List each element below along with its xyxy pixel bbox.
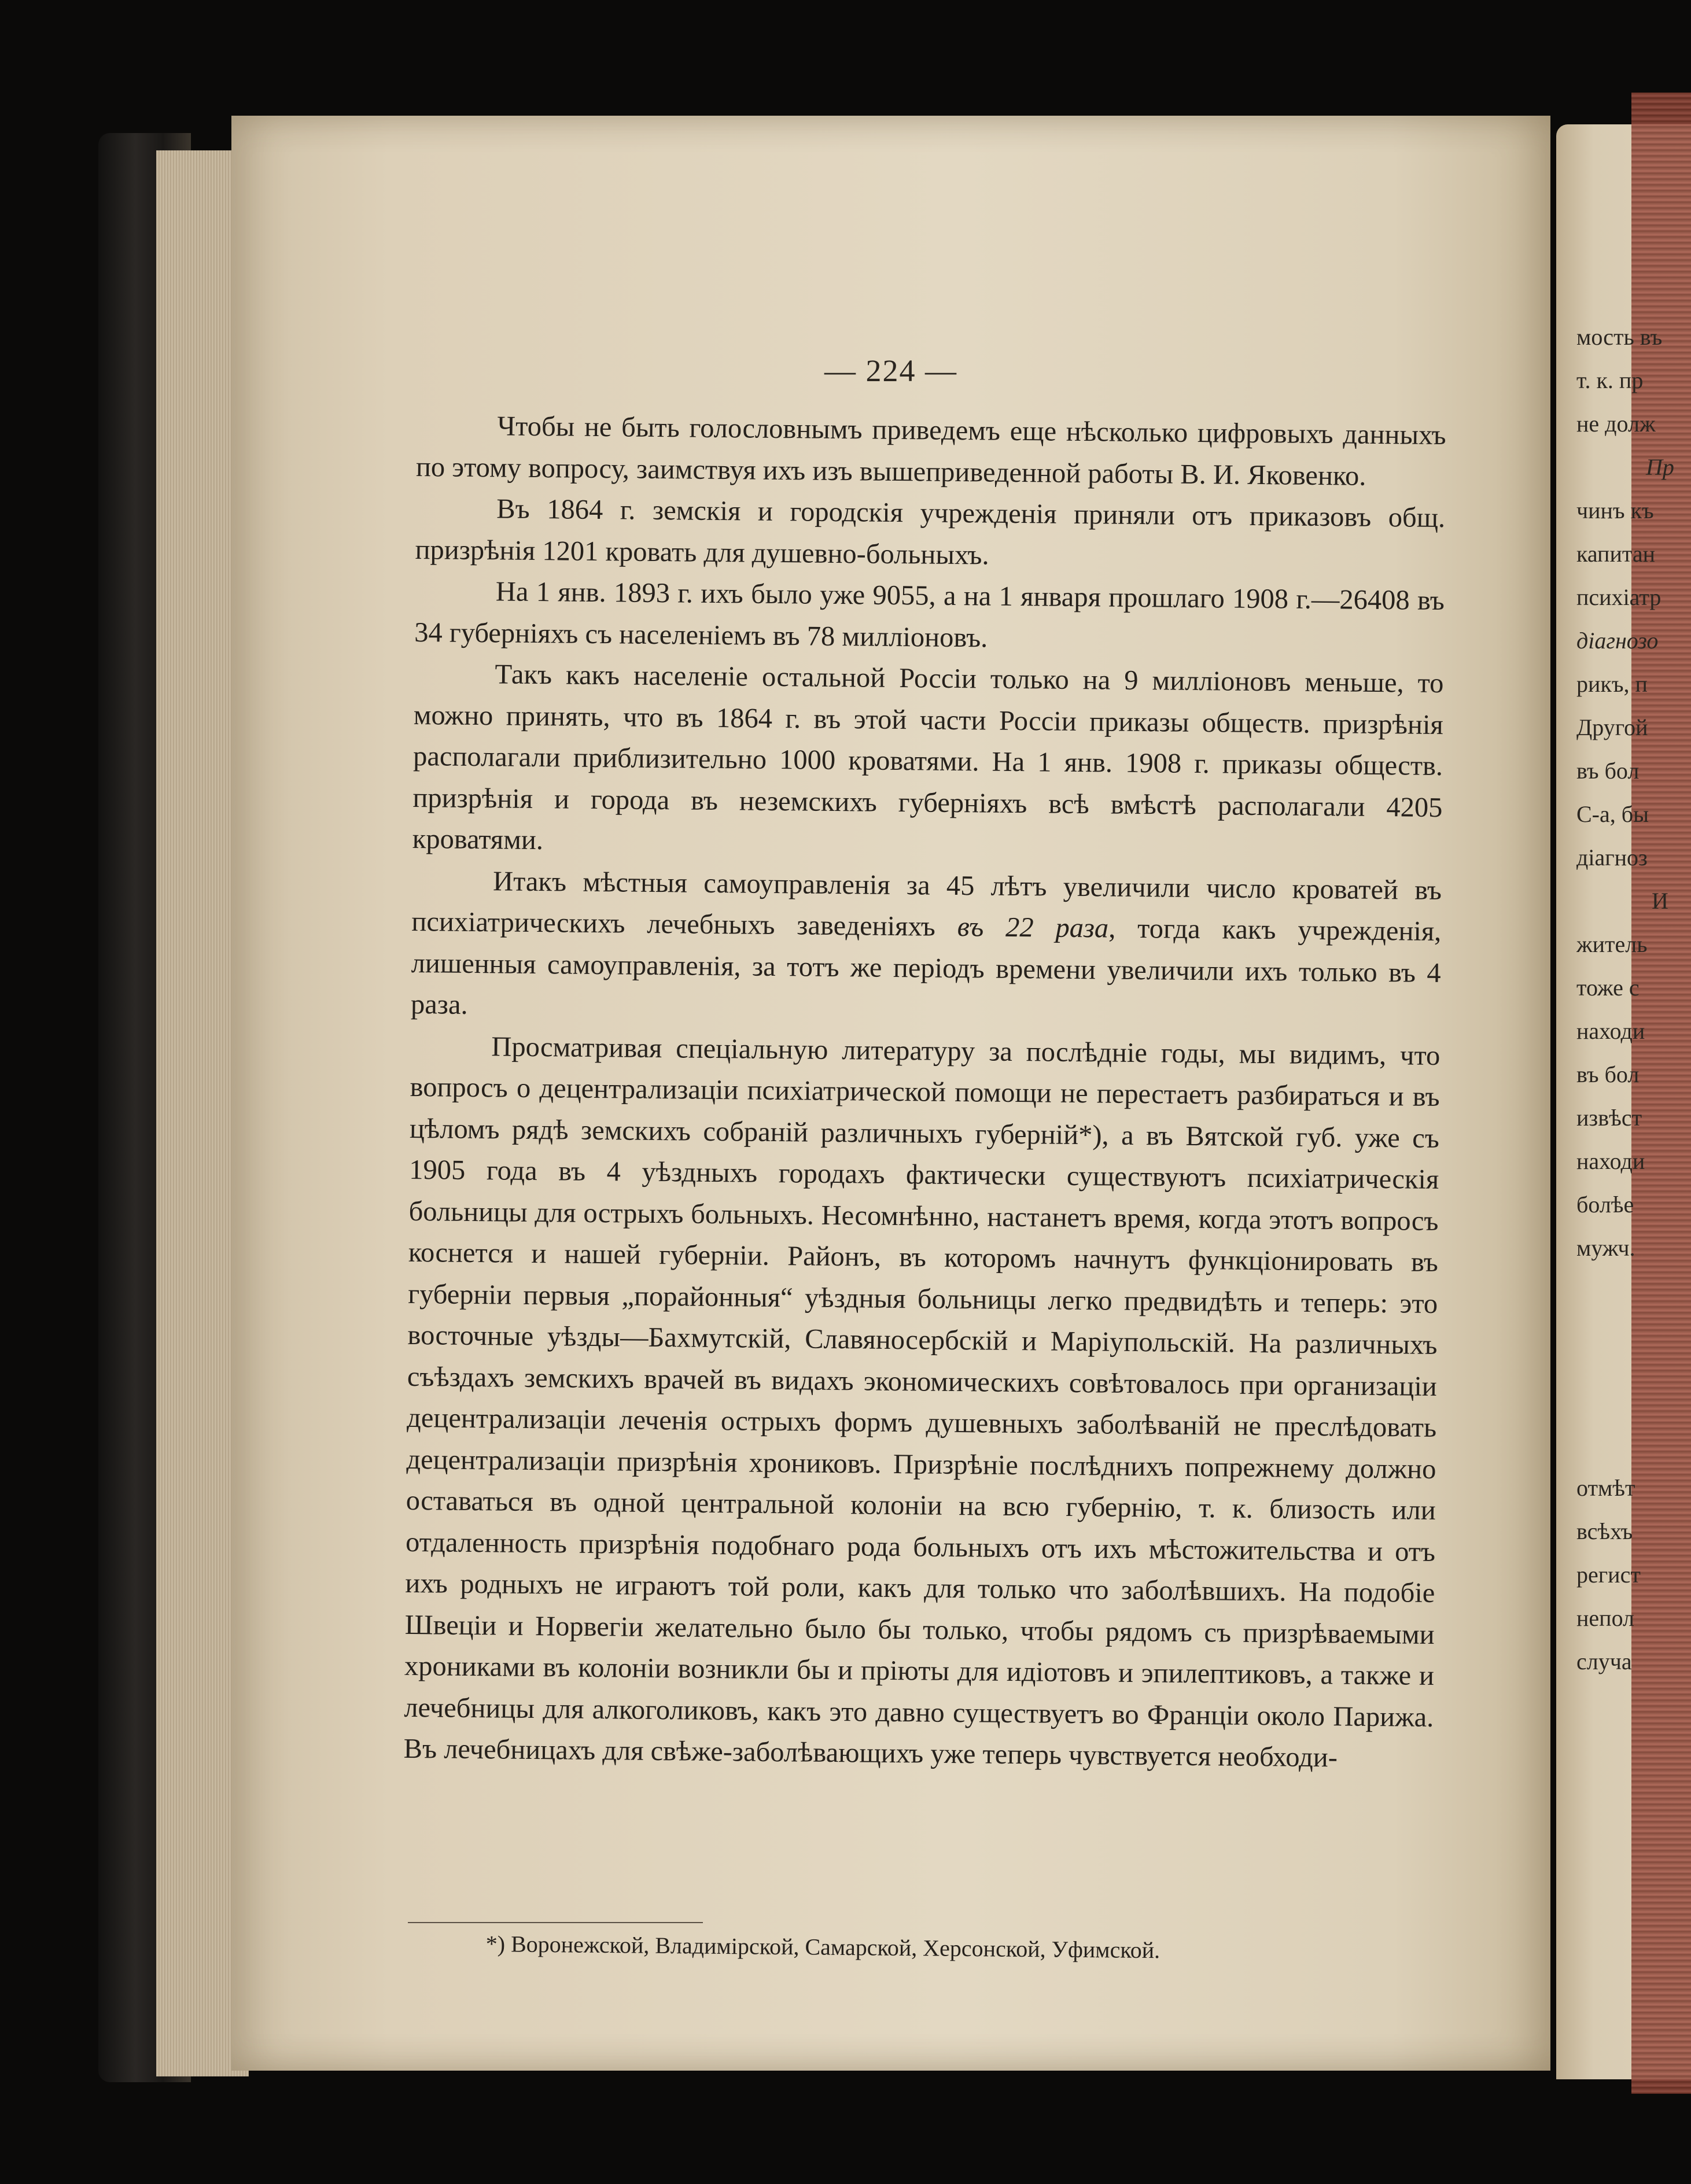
paragraph-text: , тогда какъ учрежденія, лишенныя самоуправленія, за тотъ же періодъ времени увеличили ихъ только въ 4 раза. — [410, 913, 1442, 1020]
facing-line: находи — [1576, 1148, 1645, 1174]
facing-gap — [1576, 1270, 1691, 1466]
facing-line: болѣе — [1576, 1191, 1634, 1218]
facing-line: Пр — [1646, 454, 1674, 480]
paragraph-text: Итакъ мѣстныя самоуправленія за 45 лѣтъ увеличили число кроватей въ психіатрическихъ лечебныхъ заведеніяхъ — [411, 865, 1442, 943]
facing-line: тоже с — [1576, 975, 1640, 1001]
paragraph: Въ 1864 г. земскія и городскія учрежденія приняли отъ приказовъ общ. призрѣнія 1201 кровать для душевно-больныхъ. — [415, 493, 1446, 571]
facing-line: не долж — [1576, 411, 1656, 437]
facing-line: мужч. — [1576, 1235, 1635, 1261]
facing-line: житель — [1576, 931, 1648, 957]
facing-line: діагноз — [1576, 844, 1648, 870]
page-body — [403, 405, 1446, 1779]
facing-line: извѣст — [1576, 1105, 1642, 1131]
facing-line: случа — [1576, 1648, 1632, 1674]
paragraph: На 1 янв. 1893 г. ихъ было уже 9055, а на 1 января прошлаго 1908 г.—26408 въ 34 губерніяхъ съ населеніемъ въ 78 милліоновъ. — [414, 576, 1445, 653]
paragraph: Просматривая спеціальную литературу за послѣдніе годы, мы видимъ, что вопросъ о децентрализаціи психіатрической помощи не перестаетъ разбираться и въ цѣломъ рядѣ земскихъ собраній различныхъ губерній*), а въ Вятской губ. уже съ 1905 года въ 4 уѣздныхъ городахъ фактически существуютъ психіатрическія больницы для острыхъ больныхъ. Несомнѣнно, настанетъ время, когда этотъ вопросъ коснется и нашей губерніи. Районъ, въ которомъ начнутъ функціонировать въ губерніи первыя „порайонныя“ уѣздныя больницы легко предвидѣть и теперь: это восточные уѣзды—Бахмутскій, Славяносербскій и Маріупольскій. На различныхъ съѣздахъ земскихъ врачей въ видахъ экономическихъ совѣтовалось при организаціи децентрализаціи леченія острыхъ формъ душевныхъ заболѣваній не преслѣдовать децентрализаціи призрѣнія хрониковъ. Призрѣніе послѣднихъ попрежнему должно оставаться въ одной центральной колоніи на всю губернію, т. к. близость или отдаленность призрѣнія подобнаго рода больныхъ отъ ихъ мѣстожительства и отъ ихъ родныхъ не играютъ той роли, какъ для только что заболѣвшихъ. На подобіе Швеціи и Норвегіи желательно было бы только, чтобы рядомъ съ призрѣваемыми хрониками въ колоніи возникли бы и пріюты для идіотовъ и эпилептиковъ, а также и лечебницы для алкоголиковъ, какъ это давно существуетъ во Франціи около Парижа. Въ лечебницахъ для свѣже-заболѣвающихъ уже теперь чувствуется необходи- — [403, 1031, 1441, 1773]
facing-line: регист — [1576, 1562, 1641, 1588]
facing-line: капитан — [1576, 541, 1655, 567]
facing-line: отмѣт — [1576, 1475, 1635, 1501]
facing-line: всѣхъ — [1576, 1518, 1633, 1544]
facing-page-text — [1576, 315, 1691, 1683]
facing-line: въ бол — [1576, 758, 1640, 784]
footnote-rule — [408, 1922, 703, 1923]
facing-line: непол — [1576, 1605, 1634, 1631]
facing-line: С-а, бы — [1576, 801, 1649, 827]
facing-line: И — [1652, 888, 1668, 914]
facing-line: Другой — [1576, 714, 1648, 740]
facing-line: мость въ — [1576, 324, 1663, 350]
facing-line: діагнозо — [1576, 628, 1659, 654]
facing-line: психіатр — [1576, 584, 1661, 610]
page-number: — 224 — — [824, 353, 957, 388]
facing-line: чинъ къ — [1576, 497, 1654, 523]
emphasis-text: въ 22 раза — [957, 912, 1109, 944]
facing-line: т. к. пр — [1576, 367, 1644, 393]
paragraph — [411, 859, 1442, 1035]
facing-line: въ бол — [1576, 1061, 1640, 1087]
facing-line: находи — [1576, 1018, 1645, 1044]
book-page — [231, 116, 1550, 2071]
facing-line: рикъ, п — [1576, 671, 1648, 697]
paragraph: Чтобы не быть голословнымъ приведемъ еще нѣсколько цифровыхъ данныхъ по этому вопросу, заимствуя ихъ изъ вышеприведенной работы В. И. Яковенко. — [415, 411, 1446, 492]
footnote: *) Воронежской, Владимірской, Самарской, Херсонской, Уфимской. — [485, 1930, 1161, 1964]
paragraph: Такъ какъ населеніе остальной Россіи только на 9 милліоновъ меньше, то можно принять, что въ 1864 г. въ этой части Россіи приказы обществ. призрѣнія располагали приблизительно 1000 кроватями. На 1 янв. 1908 г. приказы обществ. призрѣнія и города въ неземскихъ губерніяхъ всѣ вмѣстѣ располагали 4205 кроватями. — [412, 659, 1444, 856]
